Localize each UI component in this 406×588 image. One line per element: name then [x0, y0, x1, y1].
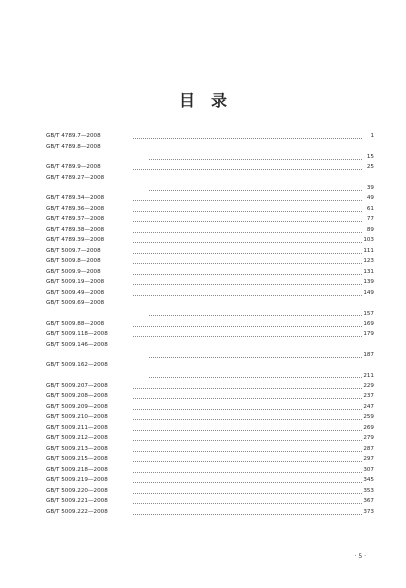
toc-entry-title: [130, 193, 362, 204]
toc-entry-page: 345: [362, 475, 374, 486]
toc-entry-title-text: [130, 163, 132, 170]
toc-entry-title: [130, 204, 362, 215]
toc-entry: [46, 433, 374, 444]
toc-entry-title-text: [130, 330, 132, 337]
toc-entry: [46, 214, 374, 225]
toc-entry-title-text: [146, 310, 148, 317]
toc-entry: [46, 475, 374, 486]
toc-entry-title-text: [130, 194, 132, 201]
toc-entry-page: 77: [362, 214, 374, 225]
toc-entry-title: [130, 288, 362, 299]
toc-entry-code: GB/T 5009.8—2008: [46, 258, 101, 264]
toc-entry-page: 103: [362, 235, 374, 246]
toc-entry-code: GB/T 4789.9—2008: [46, 164, 101, 170]
toc-entry-page: 49: [362, 193, 374, 204]
toc-entry-page: 89: [362, 225, 374, 236]
toc-entry-page: 279: [362, 433, 374, 444]
toc-entry-title: [130, 423, 362, 434]
toc-entry: [46, 152, 374, 162]
toc-entry: [46, 162, 374, 173]
toc-entry-code: GB/T 5009.215—2008: [46, 456, 108, 462]
page-number: · 5 ·: [354, 553, 366, 560]
toc-entry-page: 287: [362, 444, 374, 455]
toc-entry-code: GB/T 5009.209—2008: [46, 403, 108, 410]
toc-entry-title: [146, 350, 362, 360]
toc-entry-code: GB/T 5009.222—2008: [46, 508, 108, 515]
toc-entry-title-text: [130, 132, 132, 139]
toc-entry-page: 259: [362, 412, 374, 423]
toc-entry-title-text: [130, 361, 132, 368]
toc-entry-title: [130, 131, 362, 142]
toc-entry: [46, 267, 374, 278]
toc-entry-title: [146, 309, 362, 319]
toc-entry-title-text: [146, 184, 148, 191]
toc-entry-title: [130, 412, 362, 423]
toc-entry-title-text: [130, 341, 132, 348]
toc-entry-title-text: [130, 497, 132, 504]
toc-entry-code: GB/T 5009.9—2008: [46, 268, 101, 275]
toc-entry-title: [130, 173, 362, 184]
toc-entry-code: GB/T 5009.208—2008: [46, 393, 108, 399]
toc-entry-title: [130, 277, 362, 288]
toc-entry-page: 247: [362, 402, 374, 413]
toc-entry-title: [130, 433, 362, 444]
toc-entry-title: [130, 298, 362, 309]
toc-entry-code: GB/T 4789.37—2008: [46, 216, 105, 222]
toc-entry-title: [130, 214, 362, 225]
toc-entry: [46, 454, 374, 465]
toc-entry: [46, 360, 374, 371]
toc-entry-title: [130, 360, 362, 371]
toc-entry: [46, 329, 374, 340]
toc-entry-title-text: [146, 372, 148, 379]
toc-entry-title-text: [130, 174, 132, 181]
toc-entry-page: 15: [362, 152, 374, 162]
toc-entry-page: 131: [362, 267, 374, 278]
toc-entry: [46, 412, 374, 423]
toc-list: [46, 131, 374, 517]
toc-entry-title-text: [146, 351, 148, 358]
toc-entry-title: [130, 329, 362, 340]
toc-entry-page: 123: [362, 256, 374, 267]
toc-entry-title-text: [130, 205, 132, 212]
toc-entry-page: 187: [363, 352, 374, 358]
toc-entry-title: [130, 142, 362, 153]
toc-entry: [46, 131, 374, 142]
toc-entry-page: 269: [362, 423, 374, 434]
toc-entry-title: [130, 246, 362, 257]
toc-entry-title-text: [146, 153, 148, 160]
toc-entry: [46, 507, 374, 518]
toc-entry-title: [130, 465, 362, 476]
toc-entry-title: [130, 486, 362, 497]
toc-entry-title: [146, 183, 362, 193]
toc-entry-page: 179: [362, 329, 374, 340]
toc-entry: [46, 381, 374, 392]
toc-entry-title-text: [130, 403, 132, 410]
toc-entry-code: GB/T 5009.118—2008: [46, 331, 108, 337]
toc-entry-code: GB/T 5009.219—2008: [46, 477, 108, 483]
toc-entry-title: [130, 391, 362, 402]
toc-entry: [46, 225, 374, 236]
toc-entry-code: GB/T 5009.218—2008: [46, 466, 108, 473]
toc-entry-page: 367: [362, 496, 374, 507]
toc-entry: [46, 465, 374, 476]
toc-entry-title-text: [130, 455, 132, 462]
toc-entry-title-text: [130, 476, 132, 483]
toc-entry-page: 353: [362, 486, 374, 497]
toc-entry: [46, 277, 374, 288]
toc-entry: [46, 235, 374, 246]
toc-entry-title: [130, 256, 362, 267]
toc-entry-page: 307: [362, 465, 374, 476]
toc-entry: [46, 423, 374, 434]
toc-entry-title-text: [130, 392, 132, 399]
toc-entry-code: GB/T 5009.220—2008: [46, 487, 108, 494]
toc-entry: [46, 402, 374, 413]
toc-entry-title: [146, 152, 362, 162]
toc-entry-code: GB/T 5009.7—2008: [46, 247, 101, 254]
toc-entry-page: 229: [362, 381, 374, 392]
toc-entry-page: 149: [362, 288, 374, 299]
toc-entry-title-text: [130, 466, 132, 473]
toc-entry: [46, 340, 374, 351]
toc-entry: [46, 391, 374, 402]
toc-entry-title-text: [130, 382, 132, 389]
toc-entry-code: GB/T 5009.146—2008: [46, 341, 108, 348]
toc-entry-code: GB/T 4789.38—2008: [46, 226, 105, 233]
toc-entry-title: [130, 402, 362, 413]
toc-entry-code: GB/T 5009.69—2008: [46, 300, 105, 306]
toc-entry-title-text: [130, 215, 132, 222]
toc-entry-title-text: [130, 236, 132, 243]
toc-entry: [46, 444, 374, 455]
toc-entry-title: [146, 371, 362, 381]
toc-entry-page: 169: [362, 319, 374, 330]
toc-entry: [46, 350, 374, 360]
toc-entry-title: [130, 235, 362, 246]
toc-entry-page: 111: [362, 246, 374, 257]
toc-entry-page: 211: [363, 372, 374, 379]
toc-entry-title: [130, 454, 362, 465]
toc-entry-page: 25: [362, 162, 374, 173]
toc-entry-title: [130, 267, 362, 278]
toc-entry-title: [130, 319, 362, 330]
toc-entry-code: GB/T 5009.212—2008: [46, 435, 108, 441]
toc-entry-code: GB/T 4789.36—2008: [46, 205, 105, 212]
toc-entry-title: [130, 475, 362, 486]
toc-entry-title-text: [130, 268, 132, 275]
toc-entry-title-text: [130, 247, 132, 254]
toc-entry: [46, 288, 374, 299]
toc-entry: [46, 193, 374, 204]
toc-entry-page: 297: [362, 454, 374, 465]
toc-heading: 目录: [178, 91, 243, 110]
toc-entry: [46, 142, 374, 153]
toc-entry: [46, 204, 374, 215]
toc-entry-code: GB/T 4789.39—2008: [46, 237, 105, 243]
toc-entry-title-text: [130, 278, 132, 285]
toc-entry-page: 139: [362, 277, 374, 288]
toc-entry-title-text: [130, 143, 132, 150]
toc-entry: [46, 173, 374, 184]
toc-entry: [46, 246, 374, 257]
toc-entry-title: [130, 381, 362, 392]
toc-entry-title: [130, 340, 362, 351]
toc-entry-title: [130, 162, 362, 173]
toc-entry-page: 373: [362, 507, 374, 518]
toc-entry-title-text: [130, 289, 132, 296]
toc-entry-title-text: [130, 424, 132, 431]
toc-entry-code: GB/T 5009.221—2008: [46, 498, 108, 504]
toc-entry-page: 1: [362, 131, 374, 142]
toc-entry-title-text: [130, 257, 132, 264]
toc-entry: [46, 183, 374, 193]
toc-entry-page: 39: [362, 183, 374, 193]
toc-entry: [46, 486, 374, 497]
toc-entry-title-text: [130, 226, 132, 233]
toc-entry-code: GB/T 4789.8—2008: [46, 143, 101, 150]
toc-entry-page: 237: [362, 391, 374, 402]
toc-entry: [46, 371, 374, 381]
toc-entry-page: 61: [362, 204, 374, 215]
toc-entry-code: GB/T 4789.34—2008: [46, 195, 105, 201]
toc-entry-title-text: [130, 434, 132, 441]
toc-entry: [46, 298, 374, 309]
toc-entry-title-text: [130, 445, 132, 452]
toc-entry-title-text: [130, 299, 132, 306]
toc-entry-code: GB/T 5009.49—2008: [46, 289, 105, 296]
toc-entry-title: [130, 225, 362, 236]
toc-entry-code: GB/T 5009.88—2008: [46, 320, 105, 327]
toc-entry-code: GB/T 5009.19—2008: [46, 279, 105, 285]
toc-entry: [46, 309, 374, 319]
toc-entry-code: GB/T 5009.213—2008: [46, 445, 108, 452]
toc-entry-code: GB/T 5009.207—2008: [46, 382, 108, 389]
toc-entry-title-text: [130, 508, 132, 515]
toc-entry-code: GB/T 4789.27—2008: [46, 174, 105, 181]
toc-entry-title: [130, 507, 362, 518]
toc-entry-code: GB/T 5009.162—2008: [46, 362, 108, 368]
toc-entry-title-text: [130, 487, 132, 494]
toc-entry-title-text: [130, 413, 132, 420]
toc-entry-title: [130, 444, 362, 455]
toc-entry-title-text: [130, 320, 132, 327]
toc-entry-page: 157: [363, 310, 374, 317]
toc-entry-title: [130, 496, 362, 507]
toc-entry: [46, 319, 374, 330]
toc-entry: [46, 256, 374, 267]
toc-entry-code: GB/T 5009.211—2008: [46, 424, 108, 431]
toc-entry-code: GB/T 5009.210—2008: [46, 414, 108, 420]
toc-entry-code: GB/T 4789.7—2008: [46, 133, 101, 139]
toc-entry: [46, 496, 374, 507]
